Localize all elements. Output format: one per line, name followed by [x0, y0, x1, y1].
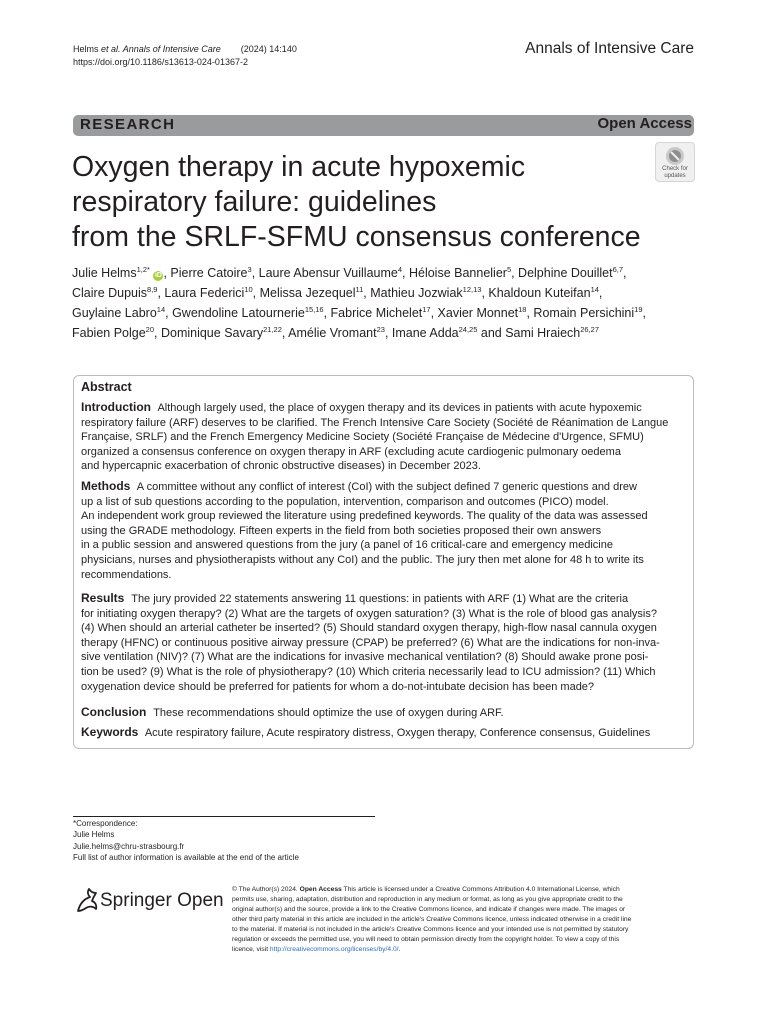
author-name: , Mathieu Jozwiak [363, 286, 463, 300]
abstract-line: recommendations. [81, 568, 172, 581]
license-open-access: Open Access [299, 886, 342, 893]
author-affil: 12,13 [462, 285, 482, 294]
author-name: , Imane Adda [384, 326, 459, 340]
correspondence-email[interactable]: Julie.helms@chru-strasbourg.fr [73, 841, 185, 851]
abstract-section-label: Results [81, 591, 125, 605]
publisher-suffix: Open [177, 890, 224, 911]
abstract-line: organized a consensus conference on oxygen therapy in ARF (excluding acute cardiogenic pulmonary oedema [81, 445, 621, 458]
author-list [72, 263, 697, 343]
abstract-line: therapy (HFNC) or continuous positive airway pressure (CPAP) be preferred? (6) What are the indications for non-inva- [81, 636, 660, 649]
license-copyright: © The Author(s) 2024. [232, 886, 300, 893]
author-affil: 26,27 [580, 325, 599, 334]
author-line [72, 323, 697, 343]
author-info-note: Full list of author information is available at the end of the article [73, 853, 299, 863]
author-affil: 3 [247, 265, 252, 274]
author-line [72, 263, 697, 283]
abstract-line: oxygenation device should be preferred for patients for whom a do-not-intubate decision has been made? [81, 680, 595, 693]
abstract-conclusion [81, 705, 689, 721]
abstract-line: Although largely used, the place of oxygen therapy and its devices in patients with acute hypoxemic [157, 402, 642, 414]
orcid-icon[interactable]: iD [154, 272, 162, 279]
abstract-heading: Abstract [81, 380, 132, 394]
check-for-updates-badge[interactable] [655, 142, 695, 182]
author-name: , Laure Abensur Vuillaume [251, 266, 398, 280]
author-name: , Fabrice Michelet [323, 306, 423, 320]
abstract-line: using the GRADE methodology. Fifteen experts in the field from both societies proposed their own answers [81, 524, 602, 537]
license-line: original author(s) and the source, provide a link to the Creative Commons licence, and indicate if changes were made. The images or [232, 906, 626, 913]
abstract-section-label: Keywords [81, 725, 139, 739]
publisher-name: Springer [100, 890, 172, 911]
author-affil: 14 [590, 285, 599, 294]
doi-link[interactable]: https://doi.org/10.1186/s13613-024-01367-2 [73, 57, 248, 67]
check-updates-icon [665, 146, 685, 166]
springer-horse-icon [74, 885, 100, 915]
abstract-methods [81, 479, 689, 582]
author-name: , Romain Persichini [526, 306, 635, 320]
correspondence-name: Julie Helms [73, 830, 115, 840]
author-name: Claire Dupuis [72, 286, 148, 300]
citation-journal: Annals of Intensive Care [120, 44, 221, 54]
abstract-line: respiratory failure (ARF) deserves to be clarified. The French Intensive Care Society (Société de Réanimation de Langue [81, 416, 669, 429]
author-name: , Amélie Vromant [281, 326, 377, 340]
author-name: and Sami Hraiech [477, 326, 581, 340]
author-name: , Delphine Douillet [511, 266, 613, 280]
author-affil: 21,22 [263, 325, 282, 334]
abstract-line: A committee without any conflict of interest (CoI) with the subject defined 7 generic questions and drew [136, 481, 637, 493]
author-name: Julie Helms [72, 266, 137, 280]
author-affil: 8,9 [147, 285, 158, 294]
abstract-line: and hypercapnic exacerbation of chronic obstructive diseases) in December 2023. [81, 460, 481, 473]
author-affil: 11 [355, 285, 364, 294]
author-name: , Melissa Jezequel [252, 286, 356, 300]
abstract-results [81, 591, 689, 694]
check-updates-line1: Check for [662, 166, 688, 172]
author-affil: 23 [376, 325, 385, 334]
abstract-line: Acute respiratory failure, Acute respiratory distress, Oxygen therapy, Conference consensus, Guidelines [144, 727, 651, 739]
author-affil: 17 [422, 305, 431, 314]
author-name: , Pierre Catoire [163, 266, 248, 280]
author-name: , Héloise Bannelier [402, 266, 507, 280]
author-separator: , [642, 306, 646, 320]
open-access-label: Open Access [597, 115, 692, 132]
license-line: This article is licensed under a Creative Commons Attribution 4.0 International License, which [341, 886, 620, 893]
author-affil: 20 [145, 325, 155, 334]
license-line-end: . [398, 946, 401, 953]
author-affil: 5 [506, 265, 512, 274]
license-text [232, 885, 695, 955]
author-line [72, 303, 697, 323]
author-affil: 10 [244, 285, 253, 294]
abstract-line: The jury provided 22 statements answering 11 questions: in patients with ARF (1) What are the criteria [131, 593, 629, 605]
abstract-line: Française, SRLF) and the French Emergency Medicine Society (Société Française de Médecine d'Urgence, SFMU) [81, 431, 644, 444]
author-affil: 18 [518, 305, 527, 314]
author-name: , Laura Federici [157, 286, 245, 300]
license-line: other third party material in this article are included in the article's Creative Commons licence, unless indicated otherwise in a credit line [232, 916, 632, 923]
section-label: RESEARCH [80, 116, 176, 133]
journal-name: Annals of Intensive Care [525, 40, 694, 57]
abstract-keywords [81, 725, 689, 741]
citation-authors: Helms [73, 44, 102, 54]
abstract-line: for initiating oxygen therapy? (2) What are the targets of oxygen saturation? (3) What is the role of blood gas analysis? [81, 607, 657, 620]
author-name: Guylaine Labro [72, 306, 157, 320]
abstract-introduction [81, 400, 689, 474]
title-line: Oxygen therapy in acute hypoxemic [72, 151, 526, 183]
author-separator: , [598, 286, 603, 300]
springer-open-logo [100, 890, 224, 912]
correspondence-block [73, 818, 299, 864]
abstract-line: up a list of sub questions according to the population, intervention, comparison and outcomes (PICO) model. [81, 495, 609, 508]
correspondence-label: *Correspondence: [73, 819, 138, 828]
abstract-line: sive ventilation (NIV)? (7) What are the indications for invasive mechanical ventilation? (8) Should awake prone posi- [81, 651, 649, 664]
author-name: , Gwendoline Latournerie [165, 306, 305, 320]
author-affil: 1,2* [136, 265, 150, 274]
correspondence-divider [73, 816, 375, 817]
author-affil: 15,16 [304, 305, 324, 314]
author-line [72, 283, 697, 303]
author-affil: 24,25 [458, 325, 478, 334]
check-updates-line2: updates [664, 172, 686, 179]
abstract-line: An independent work group reviewed the literature using predefined keywords. The quality of the data was assessed [81, 510, 648, 523]
license-line: licence, visit [232, 946, 270, 953]
license-line: to the material. If material is not included in the article's Creative Commons licence and your intended use is not permitted by statutory [232, 926, 629, 933]
abstract-line: in a public session and answered questions from the jury (a panel of 16 critical-care and emergency medicine [81, 539, 613, 552]
author-separator: , [623, 266, 627, 280]
license-link[interactable]: http://creativecommons.org/licenses/by/4.0/ [269, 946, 399, 953]
article-title [72, 150, 642, 255]
citation-header [73, 43, 297, 69]
abstract-section-label: Methods [81, 479, 131, 493]
author-affil: 4 [397, 265, 403, 274]
license-line: regulation or exceeds the permitted use, you will need to obtain permission directly from the copyright holder. To view a copy of this [232, 936, 620, 943]
author-affil: 14 [156, 305, 166, 314]
citation-etal: et al. [101, 44, 121, 54]
abstract-line: These recommendations should optimize the use of oxygen during ARF. [153, 707, 504, 719]
abstract-section-label: Conclusion [81, 705, 147, 719]
abstract-line: (4) When should an arterial catheter be inserted? (5) Should standard oxygen therapy, high-flow nasal cannula oxygen [81, 622, 657, 635]
title-line: from the SRLF-SFMU consensus conference [72, 221, 641, 253]
author-name: , Dominique Savary [154, 326, 264, 340]
author-name: Fabien Polge [72, 326, 146, 340]
author-name: , Khaldoun Kuteifan [481, 286, 591, 300]
author-name: , Xavier Monnet [430, 306, 519, 320]
abstract-line: physicians, nurses and physiotherapists without any CoI) and the public. The jury then met alone for 48 h to write its [81, 553, 644, 566]
citation-year-volume: (2024) 14:140 [240, 44, 297, 54]
author-affil: 19 [634, 305, 643, 314]
title-line: respiratory failure: guidelines [72, 186, 437, 218]
abstract-line: tion be used? (9) What is the role of physiotherapy? (10) Which criteria necessarily lead to ICU admission? (11) Which [81, 665, 656, 678]
license-line: permits use, sharing, adaptation, distribution and reproduction in any medium or format, as long as you give appropriate credit to the [232, 896, 623, 903]
abstract-section-label: Introduction [81, 400, 151, 414]
author-affil: 6,7 [612, 265, 623, 274]
